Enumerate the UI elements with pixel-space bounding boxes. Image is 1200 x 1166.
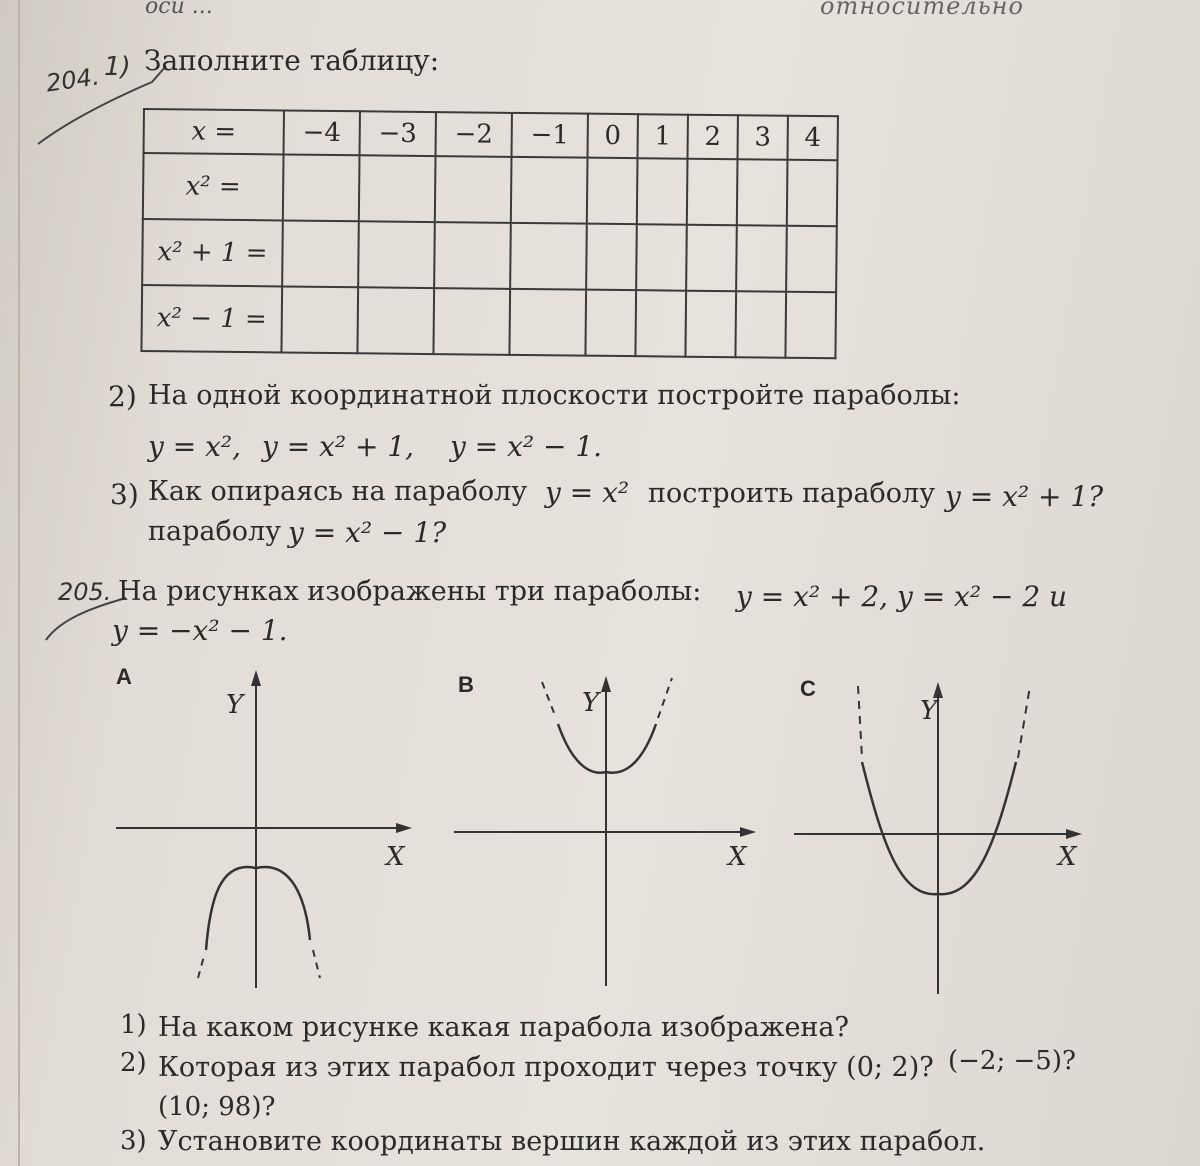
problem-205-formula-b: y = −x² − 1.: [112, 614, 288, 647]
item-3-line1-b: построить параболу: [648, 478, 936, 509]
item-2-number: 2): [108, 380, 137, 413]
question-1: На каком рисунке какая парабола изображена?: [158, 1012, 850, 1043]
empty-cell: [357, 287, 434, 354]
formula-3: y = x² − 1.: [450, 430, 603, 463]
item-3-line1-a: Как опираясь на параболу: [148, 476, 528, 507]
figure-a-graph: [110, 660, 420, 1000]
table-row: [144, 109, 838, 160]
figure-b-x-label: X: [728, 842, 747, 872]
question-2-c: (10; 98)?: [158, 1092, 276, 1122]
figure-c-x-label: X: [1058, 842, 1077, 872]
formula-1: y = x²,: [148, 430, 241, 463]
x-value-cell: 3: [737, 115, 787, 160]
empty-cell: [686, 225, 737, 292]
question-2-a: Которая из этих парабол проходит через точку (0; 2)?: [158, 1052, 934, 1083]
item-3-number: 3): [110, 478, 139, 511]
problem-204-title: Заполните таблицу:: [144, 44, 440, 77]
empty-cell: [637, 158, 688, 225]
empty-cell: [358, 221, 435, 288]
empty-cell: [283, 154, 360, 221]
problem-205-line1: На рисунках изображены три параболы:: [118, 576, 702, 607]
empty-cell: [687, 159, 738, 226]
row-label: x² + 1 =: [142, 219, 283, 286]
problem-205-formulas-a: y = x² + 2, y = x² − 2 и: [736, 580, 1068, 613]
x-value-cell: −1: [512, 113, 588, 158]
item-2-text: На одной координатной плоскости постройте параболы:: [148, 380, 961, 411]
empty-cell: [359, 155, 436, 222]
empty-cell: [511, 157, 588, 224]
x-value-cell: −2: [436, 112, 512, 157]
empty-cell: [281, 286, 358, 353]
x-value-cell: 1: [638, 114, 688, 159]
table-row: [143, 153, 838, 226]
empty-cell: [433, 288, 510, 355]
figure-b-graph: [450, 664, 770, 994]
x-value-cell: −3: [360, 111, 436, 156]
empty-cell: [585, 290, 636, 357]
figure-c-y-label: Y: [920, 696, 938, 726]
problem-205-number: 205.: [58, 578, 112, 606]
empty-cell: [282, 220, 359, 287]
empty-cell: [735, 291, 786, 358]
values-table: [140, 108, 839, 359]
question-2-number: 2): [120, 1048, 147, 1078]
empty-cell: [635, 290, 686, 357]
empty-cell: [787, 160, 838, 227]
question-1-number: 1): [120, 1010, 147, 1040]
top-fragment-left: оси ...: [145, 0, 213, 19]
empty-cell: [737, 159, 788, 226]
figure-a-letter: A: [116, 664, 132, 689]
row-label: x² − 1 =: [141, 285, 282, 352]
item-3-formula-1: y = x²: [545, 476, 630, 509]
margin-line: [18, 0, 20, 1166]
x-value-cell: −4: [284, 110, 360, 155]
empty-cell: [736, 225, 787, 292]
empty-cell: [586, 224, 637, 291]
x-value-cell: 0: [588, 114, 638, 159]
figure-c-letter: C: [800, 676, 816, 701]
empty-cell: [510, 223, 587, 290]
question-3: Установите координаты вершин каждой из этих парабол.: [158, 1126, 986, 1157]
figure-b-letter: B: [458, 672, 474, 697]
table-row: [141, 285, 836, 358]
figure-c-graph: [790, 672, 1090, 1002]
empty-cell: [509, 289, 586, 356]
top-fragment-right: относительно: [820, 0, 1024, 20]
x-value-cell: 4: [787, 116, 837, 161]
item-3-formula-3: y = x² − 1?: [288, 516, 447, 549]
item-3-line2-a: параболу: [148, 516, 282, 547]
row-label: x² =: [143, 153, 284, 220]
table-row: [142, 219, 837, 292]
figure-a-y-label: Y: [226, 690, 244, 720]
item-3-formula-2: y = x² + 1?: [945, 480, 1104, 513]
empty-cell: [786, 226, 837, 293]
figure-a-x-label: X: [386, 842, 405, 872]
empty-cell: [636, 224, 687, 291]
x-value-cell: 2: [687, 115, 737, 160]
empty-cell: [785, 292, 836, 359]
empty-cell: [434, 222, 511, 289]
figure-b-y-label: Y: [582, 688, 600, 718]
problem-204-number: 204.: [44, 62, 102, 98]
empty-cell: [685, 291, 736, 358]
formula-2: y = x² + 1,: [262, 430, 415, 463]
question-3-number: 3): [120, 1126, 147, 1156]
problem-204-sub1: 1): [104, 52, 131, 82]
row-label: x =: [144, 109, 284, 154]
empty-cell: [435, 156, 512, 223]
question-2-b: (−2; −5)?: [948, 1046, 1076, 1076]
empty-cell: [587, 158, 638, 225]
